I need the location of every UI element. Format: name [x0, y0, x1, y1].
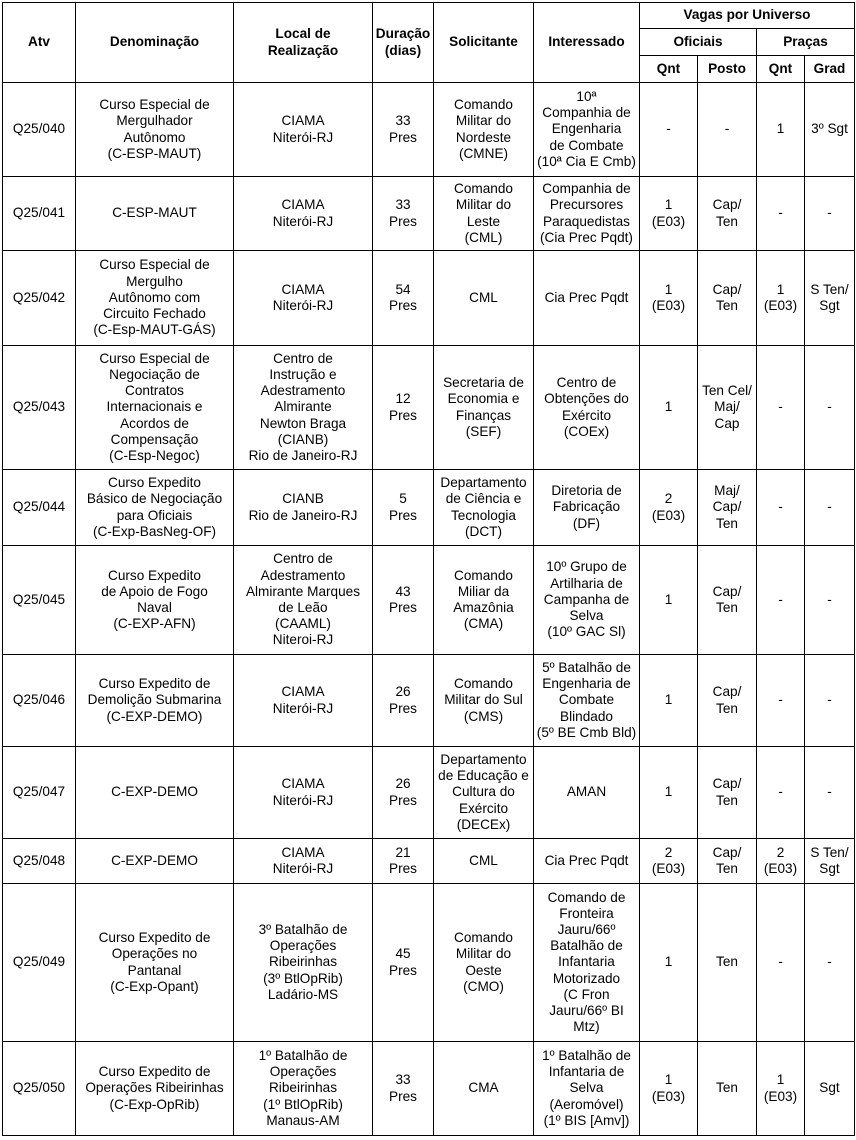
cell-solicitante: Comando Miliar da Amazônia (CMA) — [434, 546, 534, 655]
cell-oficiais-qnt: 1 (E03) — [640, 251, 698, 346]
cell-local: CIANB Rio de Janeiro-RJ — [234, 470, 373, 546]
cell-oficiais-posto: Maj/ Cap/ Ten — [698, 470, 757, 546]
cell-pracas-qnt: 1 — [757, 83, 805, 177]
cell-pracas-grad: Sgt — [805, 1042, 855, 1136]
cell-oficiais-posto: Ten — [698, 1042, 757, 1136]
cell-pracas-grad: S Ten/ Sgt — [805, 251, 855, 346]
cell-interessado: 1º Batalhão de Infantaria de Selva (Aeromóvel) (1º BIS [Amv]) — [534, 1042, 640, 1136]
header-solicitante: Solicitante — [434, 3, 534, 83]
cell-duracao: 43 Pres — [373, 546, 434, 655]
cell-pracas-grad: - — [805, 655, 855, 747]
header-oficiais: Oficiais — [640, 29, 757, 56]
cell-solicitante: Comando Militar do Sul (CMS) — [434, 655, 534, 747]
cell-pracas-grad: S Ten/ Sgt — [805, 839, 855, 884]
cell-oficiais-posto: Cap/ Ten — [698, 251, 757, 346]
header-interessado: Interessado — [534, 3, 640, 83]
cell-local: Centro de Instrução e Adestramento Almirante Newton Braga (CIANB) Rio de Janeiro-RJ — [234, 346, 373, 470]
table-row — [3, 470, 855, 546]
cell-denominacao: Curso Especial de Negociação de Contratos Internacionais e Acordos de Compensação (C-Esp-Negoc) — [76, 346, 234, 470]
cell-solicitante: CML — [434, 251, 534, 346]
cell-solicitante: Comando Militar do Leste (CML) — [434, 177, 534, 251]
cell-interessado: Cia Prec Pqdt — [534, 839, 640, 884]
header-oficiais-qnt: Qnt — [640, 56, 698, 83]
cell-solicitante: CMA — [434, 1042, 534, 1136]
cell-pracas-qnt: - — [757, 346, 805, 470]
table-row — [3, 251, 855, 346]
cell-pracas-grad: 3º Sgt — [805, 83, 855, 177]
cell-denominacao: C-ESP-MAUT — [76, 177, 234, 251]
table-row — [3, 1042, 855, 1136]
cell-local: CIAMA Niterói-RJ — [234, 655, 373, 747]
cell-pracas-grad: - — [805, 470, 855, 546]
cell-atv: Q25/043 — [3, 346, 76, 470]
cell-interessado: 10ª Companhia de Engenharia de Combate (10ª Cia E Cmb) — [534, 83, 640, 177]
cell-oficiais-qnt: 2 (E03) — [640, 470, 698, 546]
cell-duracao: 45 Pres — [373, 884, 434, 1042]
table-row — [3, 346, 855, 470]
cell-denominacao: Curso Expedito Básico de Negociação para Oficiais (C-Exp-BasNeg-OF) — [76, 470, 234, 546]
cell-oficiais-posto: Ten — [698, 884, 757, 1042]
cell-duracao: 33 Pres — [373, 1042, 434, 1136]
cell-oficiais-qnt: 1 — [640, 346, 698, 470]
cell-pracas-grad: - — [805, 884, 855, 1042]
cell-oficiais-posto: Cap/ Ten — [698, 839, 757, 884]
table-header — [3, 3, 855, 83]
cell-pracas-qnt: - — [757, 747, 805, 839]
cell-duracao: 26 Pres — [373, 747, 434, 839]
cell-pracas-qnt: - — [757, 177, 805, 251]
cell-pracas-qnt: 1 (E03) — [757, 1042, 805, 1136]
cell-atv: Q25/050 — [3, 1042, 76, 1136]
cell-pracas-qnt: 2 (E03) — [757, 839, 805, 884]
cell-local: CIAMA Niterói-RJ — [234, 251, 373, 346]
cell-local: Centro de Adestramento Almirante Marques de Leão (CAAML) Niteroi-RJ — [234, 546, 373, 655]
cell-atv: Q25/042 — [3, 251, 76, 346]
cell-interessado: AMAN — [534, 747, 640, 839]
cell-denominacao: Curso Expedito de Demolição Submarina (C-EXP-DEMO) — [76, 655, 234, 747]
cell-oficiais-qnt: - — [640, 83, 698, 177]
courses-table — [2, 2, 855, 1136]
table-row — [3, 747, 855, 839]
cell-denominacao: C-EXP-DEMO — [76, 747, 234, 839]
cell-duracao: 5 Pres — [373, 470, 434, 546]
cell-atv: Q25/049 — [3, 884, 76, 1042]
cell-duracao: 33 Pres — [373, 177, 434, 251]
table-row — [3, 839, 855, 884]
cell-atv: Q25/046 — [3, 655, 76, 747]
cell-oficiais-qnt: 1 — [640, 747, 698, 839]
cell-interessado: Cia Prec Pqdt — [534, 251, 640, 346]
cell-oficiais-posto: Ten Cel/ Maj/ Cap — [698, 346, 757, 470]
cell-oficiais-qnt: 2 (E03) — [640, 839, 698, 884]
cell-interessado: Comando de Fronteira Jauru/66º Batalhão de Infantaria Motorizado (C Fron Jauru/66º BI Mtz) — [534, 884, 640, 1042]
cell-oficiais-qnt: 1 — [640, 546, 698, 655]
cell-pracas-qnt: - — [757, 546, 805, 655]
header-local: Local de Realização — [234, 3, 373, 83]
cell-duracao: 54 Pres — [373, 251, 434, 346]
cell-atv: Q25/041 — [3, 177, 76, 251]
cell-local: 1º Batalhão de Operações Ribeirinhas (1º BtlOpRib) Manaus-AM — [234, 1042, 373, 1136]
cell-denominacao: C-EXP-DEMO — [76, 839, 234, 884]
cell-local: CIAMA Niterói-RJ — [234, 747, 373, 839]
cell-interessado: Centro de Obtenções do Exército (COEx) — [534, 346, 640, 470]
cell-denominacao: Curso Expedito de Apoio de Fogo Naval (C-EXP-AFN) — [76, 546, 234, 655]
header-duracao: Duração (dias) — [373, 3, 434, 83]
table-row — [3, 177, 855, 251]
cell-pracas-qnt: - — [757, 470, 805, 546]
cell-local: 3º Batalhão de Operações Ribeirinhas (3º BtlOpRib) Ladário-MS — [234, 884, 373, 1042]
cell-pracas-grad: - — [805, 346, 855, 470]
cell-atv: Q25/040 — [3, 83, 76, 177]
cell-interessado: Companhia de Precursores Paraquedistas (Cia Prec Pqdt) — [534, 177, 640, 251]
cell-solicitante: Secretaria de Economia e Finanças (SEF) — [434, 346, 534, 470]
table-row — [3, 884, 855, 1042]
cell-oficiais-posto: - — [698, 83, 757, 177]
cell-interessado: 10º Grupo de Artilharia de Campanha de Selva (10º GAC Sl) — [534, 546, 640, 655]
header-pracas-grad: Grad — [805, 56, 855, 83]
cell-local: CIAMA Niterói-RJ — [234, 839, 373, 884]
table-body — [3, 83, 855, 1136]
cell-denominacao: Curso Especial de Mergulhador Autônomo (C-ESP-MAUT) — [76, 83, 234, 177]
cell-denominacao: Curso Expedito de Operações Ribeirinhas (C-Exp-OpRib) — [76, 1042, 234, 1136]
cell-duracao: 26 Pres — [373, 655, 434, 747]
cell-pracas-qnt: - — [757, 884, 805, 1042]
cell-oficiais-posto: Cap/ Ten — [698, 546, 757, 655]
cell-pracas-grad: - — [805, 747, 855, 839]
cell-oficiais-qnt: 1 (E03) — [640, 177, 698, 251]
cell-local: CIAMA Niterói-RJ — [234, 177, 373, 251]
header-atv: Atv — [3, 3, 76, 83]
cell-atv: Q25/045 — [3, 546, 76, 655]
cell-denominacao: Curso Especial de Mergulho Autônomo com Circuito Fechado (C-Esp-MAUT-GÁS) — [76, 251, 234, 346]
header-pracas: Praças — [757, 29, 855, 56]
cell-duracao: 12 Pres — [373, 346, 434, 470]
cell-pracas-qnt: 1 (E03) — [757, 251, 805, 346]
cell-local: CIAMA Niterói-RJ — [234, 83, 373, 177]
table-row — [3, 655, 855, 747]
cell-interessado: Diretoria de Fabricação (DF) — [534, 470, 640, 546]
header-pracas-qnt: Qnt — [757, 56, 805, 83]
cell-oficiais-posto: Cap/ Ten — [698, 655, 757, 747]
header-denominacao: Denominação — [76, 3, 234, 83]
cell-atv: Q25/044 — [3, 470, 76, 546]
cell-atv: Q25/048 — [3, 839, 76, 884]
cell-solicitante: Departamento de Educação e Cultura do Exército (DECEx) — [434, 747, 534, 839]
cell-oficiais-qnt: 1 — [640, 884, 698, 1042]
cell-solicitante: Comando Militar do Nordeste (CMNE) — [434, 83, 534, 177]
cell-denominacao: Curso Expedito de Operações no Pantanal (C-Exp-Opant) — [76, 884, 234, 1042]
header-vagas: Vagas por Universo — [640, 3, 855, 29]
header-oficiais-posto: Posto — [698, 56, 757, 83]
cell-solicitante: Comando Militar do Oeste (CMO) — [434, 884, 534, 1042]
cell-oficiais-posto: Cap/ Ten — [698, 747, 757, 839]
cell-pracas-qnt: - — [757, 655, 805, 747]
cell-duracao: 33 Pres — [373, 83, 434, 177]
cell-oficiais-qnt: 1 (E03) — [640, 1042, 698, 1136]
cell-atv: Q25/047 — [3, 747, 76, 839]
cell-solicitante: Departamento de Ciência e Tecnologia (DCT) — [434, 470, 534, 546]
cell-pracas-grad: - — [805, 546, 855, 655]
cell-solicitante: CML — [434, 839, 534, 884]
cell-duracao: 21 Pres — [373, 839, 434, 884]
table-row — [3, 83, 855, 177]
cell-oficiais-posto: Cap/ Ten — [698, 177, 757, 251]
table-row — [3, 546, 855, 655]
cell-pracas-grad: - — [805, 177, 855, 251]
cell-interessado: 5º Batalhão de Engenharia de Combate Blindado (5º BE Cmb Bld) — [534, 655, 640, 747]
cell-oficiais-qnt: 1 — [640, 655, 698, 747]
